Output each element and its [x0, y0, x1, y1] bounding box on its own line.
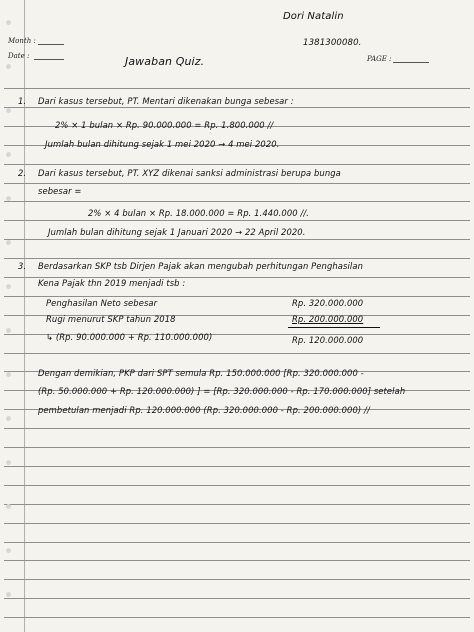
binder-hole: [6, 20, 11, 25]
subtraction-line: [288, 327, 380, 328]
q3-line-5-label: ↳ (Rp. 90.000.000 + Rp. 110.000.000): [46, 332, 213, 342]
q3-line-4-value: Rp. 200.000.000: [292, 314, 364, 324]
conclusion-line-2: (Rp. 50.000.000 + Rp. 120.000.000) ] = [Rp. 320.000.000 - Rp. 170.000.000] setelah: [38, 386, 406, 396]
ruled-line: [4, 504, 470, 505]
page-line: [393, 62, 429, 63]
binder-hole: [6, 284, 11, 289]
ruled-line: [4, 239, 470, 240]
ruled-line: [4, 579, 470, 580]
q2-line-4: Jumlah bulan dihitung sejak 1 Januari 2020 → 22 April 2020.: [48, 227, 306, 237]
ruled-line: [4, 447, 470, 448]
ruled-line: [4, 220, 470, 221]
binder-hole: [6, 64, 11, 69]
ruled-line: [4, 542, 470, 543]
q1-line-2: 2% × 1 bulan × Rp. 90.000.000 = Rp. 1.800.000 //: [55, 120, 274, 130]
student-name: Dori Natalin: [283, 11, 344, 22]
conclusion-line-3: pembetulan menjadi Rp. 120.000.000 (Rp. 320.000.000 - Rp. 200.000.000) //: [38, 405, 370, 415]
binder-hole: [6, 592, 11, 597]
ruled-line: [4, 201, 470, 202]
binder-hole: [6, 372, 11, 377]
q2-number: 2.: [18, 168, 27, 178]
q3-line-4-label: Rugi menurut SKP tahun 2018: [46, 314, 176, 324]
q3-line-2: Kena Pajak thn 2019 menjadi tsb :: [38, 278, 186, 288]
ruled-line: [4, 560, 470, 561]
binder-hole: [6, 416, 11, 421]
ruled-line: [4, 88, 470, 89]
binder-hole: [6, 548, 11, 553]
binder-hole: [6, 240, 11, 245]
ruled-line: [4, 485, 470, 486]
binder-hole: [6, 196, 11, 201]
q1-line-3: Jumlah bulan dihitung sejak 1 mei 2020 → 4 mei 2020.: [45, 139, 280, 149]
q3-line-3-value: Rp. 320.000.000: [292, 298, 364, 308]
margin-line: [24, 0, 25, 632]
ruled-line: [4, 164, 470, 165]
month-line: [38, 44, 64, 45]
q1-number: 1.: [18, 96, 27, 106]
ruled-line: [4, 107, 470, 108]
q3-line-1: Berdasarkan SKP tsb Dirjen Pajak akan mengubah perhitungan Penghasilan: [38, 261, 363, 271]
ruled-line: [4, 598, 470, 599]
ruled-line: [4, 183, 470, 184]
binder-hole: [6, 504, 11, 509]
page-label: PAGE :: [367, 55, 392, 63]
ruled-line: [4, 466, 470, 467]
q1-line-1: Dari kasus tersebut, PT. Mentari dikenakan bunga sebesar :: [38, 96, 294, 106]
ruled-line: [4, 617, 470, 618]
q3-number: 3.: [18, 261, 27, 271]
month-label: Month :: [8, 37, 36, 45]
date-line: [34, 59, 64, 60]
ruled-line: [4, 428, 470, 429]
conclusion-line-1: Dengan demikian, PKP dari SPT semula Rp. 150.000.000 [Rp. 320.000.000 -: [38, 368, 364, 378]
ruled-line: [4, 353, 470, 354]
binder-hole: [6, 108, 11, 113]
binder-hole: [6, 460, 11, 465]
binder-hole: [6, 328, 11, 333]
student-id: 1381300080.: [303, 38, 362, 48]
q3-line-3-label: Penghasilan Neto sebesar: [46, 298, 158, 308]
q3-line-5-value: Rp. 120.000.000: [292, 335, 364, 345]
ruled-line: [4, 523, 470, 524]
q2-line-2: sebesar =: [38, 186, 82, 196]
page-title: Jawaban Quiz.: [125, 55, 205, 68]
q2-line-1: Dari kasus tersebut, PT. XYZ dikenai sanksi administrasi berupa bunga: [38, 168, 341, 178]
ruled-line: [4, 296, 470, 297]
q2-line-3: 2% × 4 bulan × Rp. 18.000.000 = Rp. 1.440.000 //.: [88, 208, 310, 218]
date-label: Date :: [8, 52, 30, 60]
ruled-line: [4, 258, 470, 259]
binder-hole: [6, 152, 11, 157]
